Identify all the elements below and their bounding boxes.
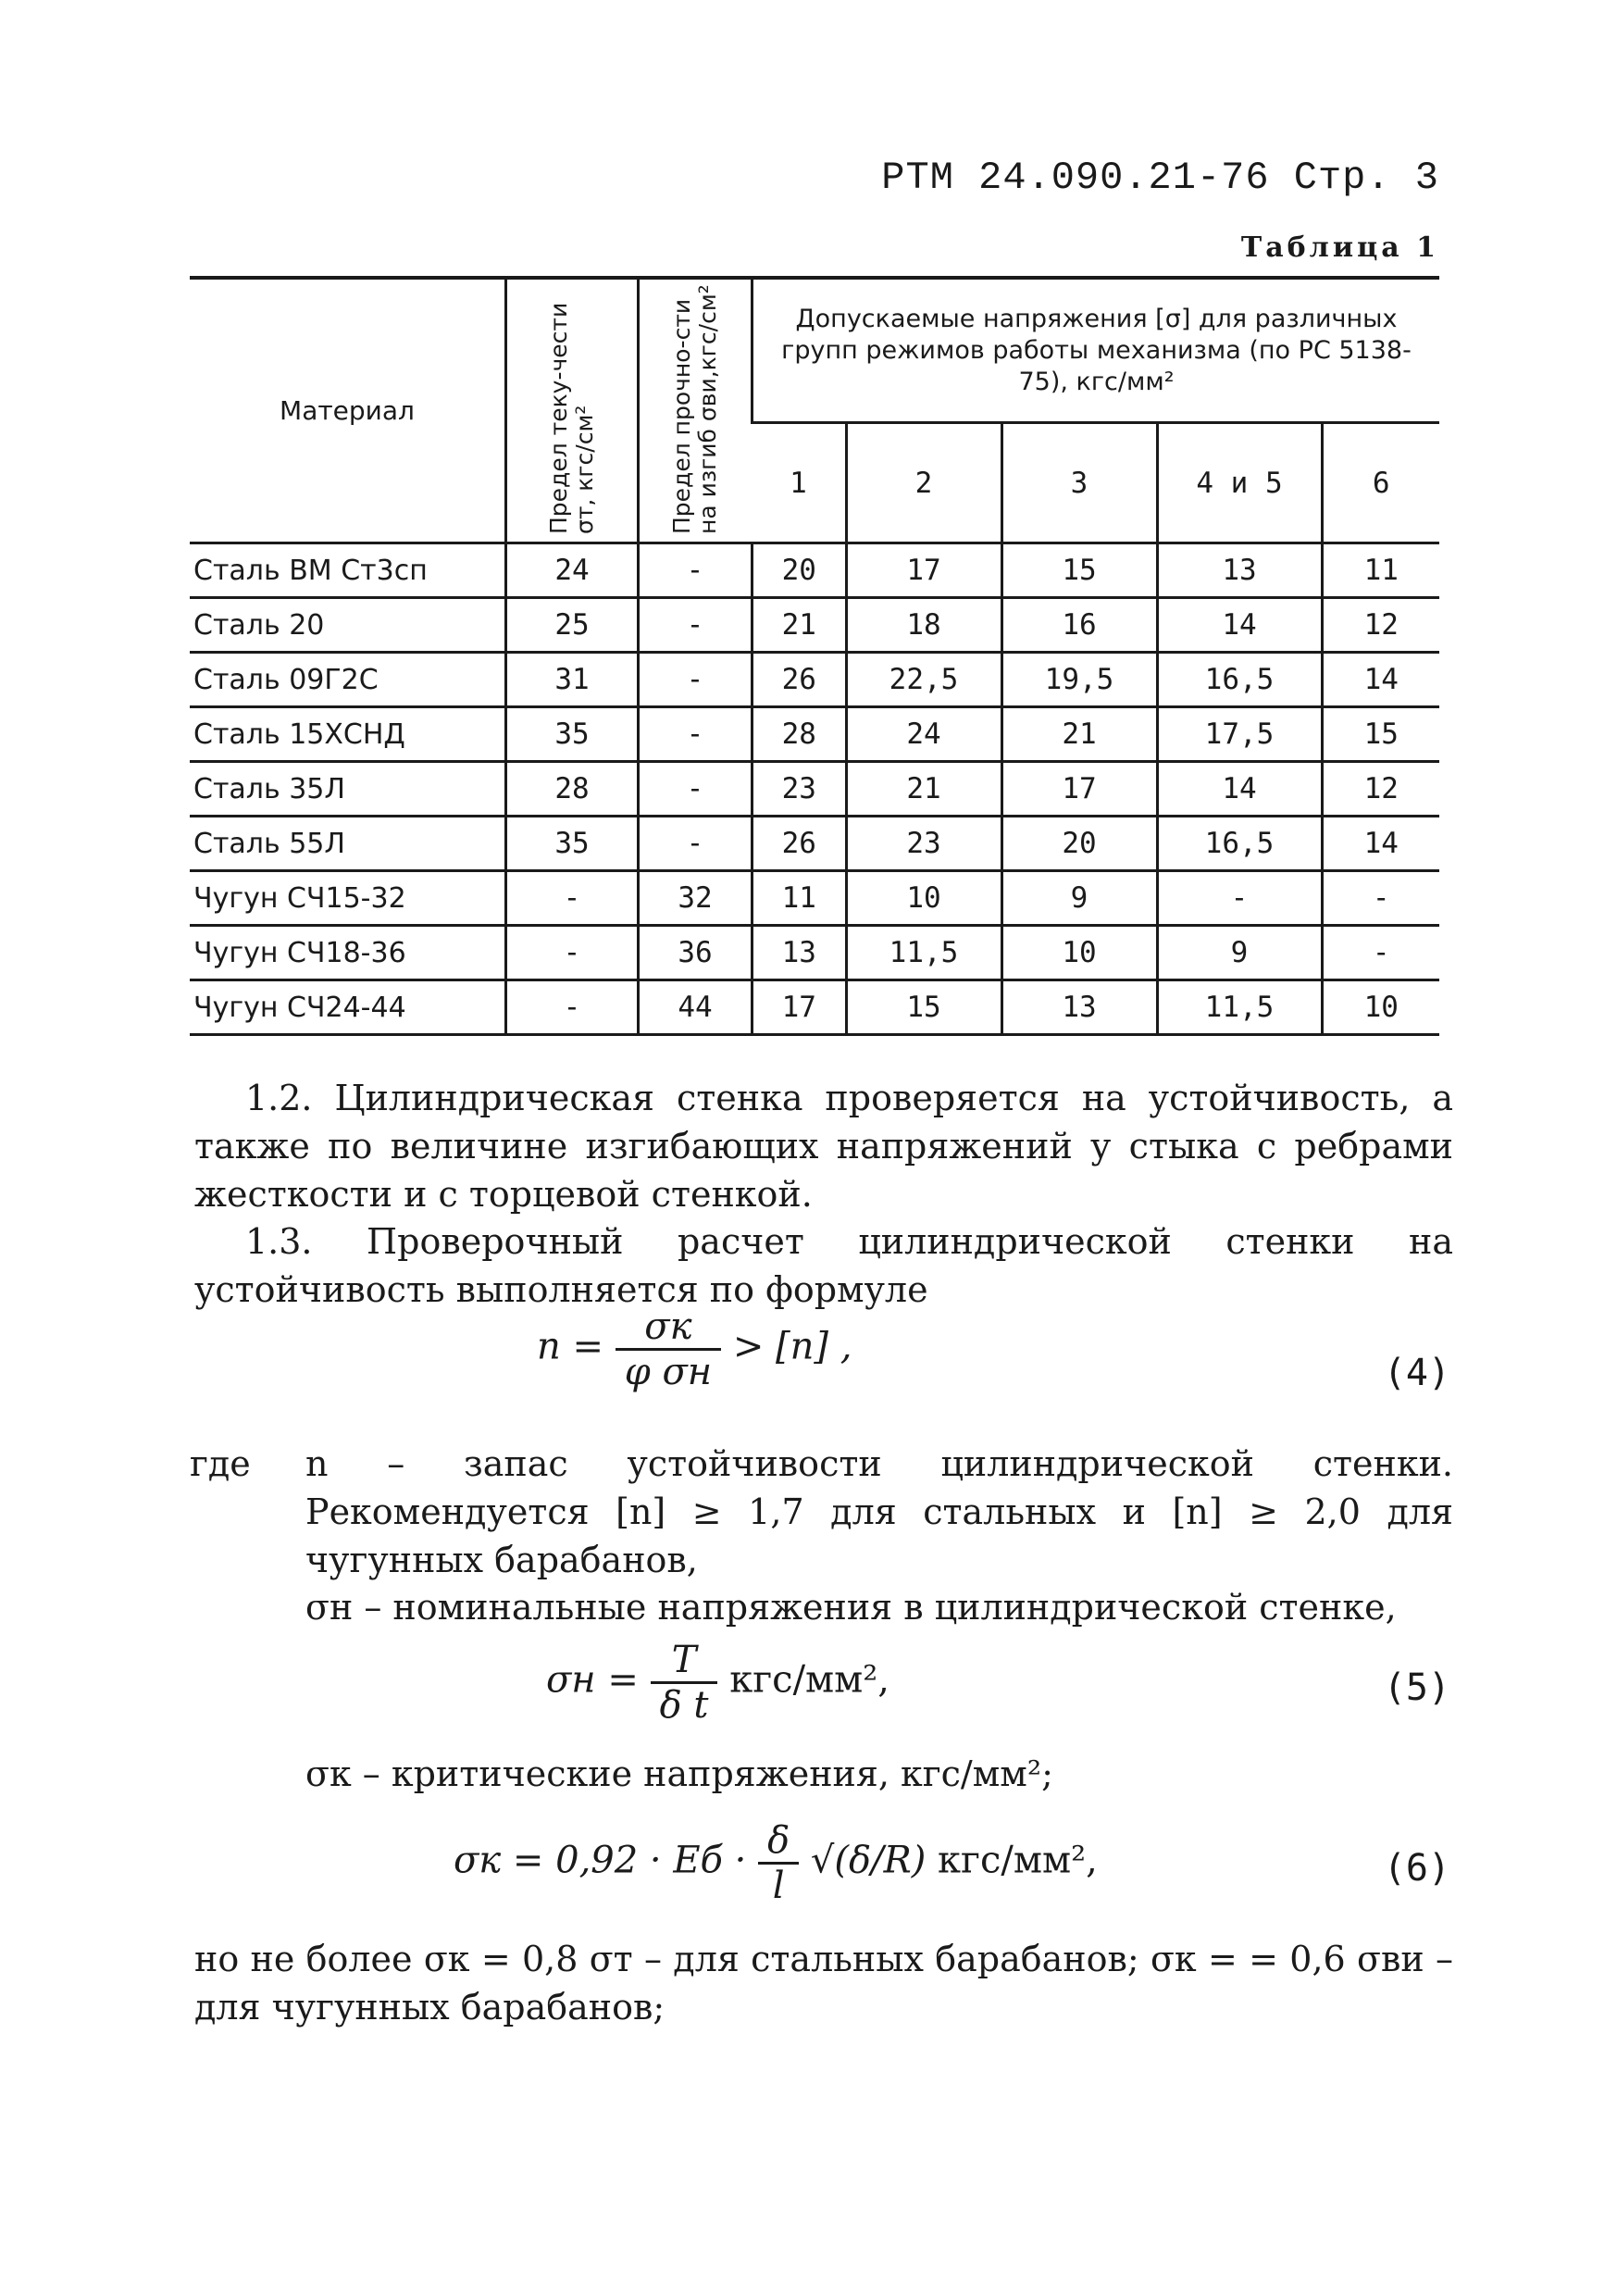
strength-cell: 36 [639, 926, 753, 980]
formula-5 [546, 1639, 889, 1727]
table-row [190, 762, 1439, 817]
group-4-5: 4 и 5 [1157, 423, 1322, 543]
formula-4-fraction [616, 1305, 721, 1393]
allowed-stress-cell: 11,5 [846, 926, 1001, 980]
formula-4-num: σк [616, 1305, 721, 1351]
formula-6-num: δ [758, 1819, 799, 1865]
allowed-stress-cell: 15 [846, 980, 1001, 1035]
formula-6-den: l [772, 1865, 785, 1907]
col-strength-header [639, 278, 753, 543]
table-row [190, 598, 1439, 653]
yield-cell: 31 [506, 653, 639, 707]
formula-6-rhs: кгс/мм², [938, 1839, 1098, 1882]
table-row [190, 543, 1439, 598]
allowed-stress-cell: 21 [753, 598, 847, 653]
yield-cell: 25 [506, 598, 639, 653]
allowed-stress-cell: 10 [1322, 980, 1439, 1035]
allowed-stress-cell: 23 [846, 817, 1001, 871]
table-row [190, 653, 1439, 707]
sigma-k-definition: σк – критические напряжения, кгс/мм²; [305, 1753, 1053, 1794]
material-cell: Сталь 55Л [193, 827, 345, 860]
document-header: РТМ 24.090.21-76 Стр. 3 [881, 156, 1439, 200]
allowed-stress-cell: 19,5 [1001, 653, 1157, 707]
allowed-stress-cell: 21 [1001, 707, 1157, 762]
allowed-stress-cell: 12 [1322, 762, 1439, 817]
allowed-stress-cell: 10 [846, 871, 1001, 926]
allowed-stress-cell: 11 [753, 871, 847, 926]
group-6: 6 [1322, 423, 1439, 543]
allowed-stress-cell: 17 [1001, 762, 1157, 817]
sigma-n-definition: σн – номинальные напряжения в цилиндрической стенке, [305, 1587, 1397, 1628]
allowed-stress-cell: 20 [1001, 817, 1157, 871]
formula-5-num: T [651, 1639, 718, 1684]
col-strength-label: Предел прочно-сти на изгиб σви,кгс/см² [668, 284, 721, 534]
allowed-stress-cell: - [1322, 871, 1439, 926]
table-row [190, 871, 1439, 926]
formula-4-lhs: n = [537, 1325, 603, 1368]
table-row [190, 926, 1439, 980]
allowed-stress-cell: 16,5 [1157, 817, 1322, 871]
table-header-row [190, 278, 1439, 423]
formula-5-lhs: σн = [546, 1658, 639, 1702]
allowed-stress-cell: 16,5 [1157, 653, 1322, 707]
material-cell: Сталь 15ХСНД [193, 718, 405, 751]
allowed-stress-cell: 28 [753, 707, 847, 762]
allowed-stress-cell: - [1322, 926, 1439, 980]
allowed-stress-cell: - [1157, 871, 1322, 926]
formula-6-lhs: σк = 0,92 · Eб · [454, 1839, 747, 1882]
yield-cell: - [506, 926, 639, 980]
allowed-stress-cell: 20 [753, 543, 847, 598]
allowed-stress-cell: 14 [1322, 653, 1439, 707]
material-cell: Сталь 20 [193, 608, 325, 642]
allowed-stress-cell: 26 [753, 817, 847, 871]
formula-4-rhs: > [n] , [732, 1325, 852, 1368]
formula-5-den: δ t [659, 1684, 709, 1727]
strength-cell: - [639, 543, 753, 598]
strength-cell: - [639, 653, 753, 707]
allowed-stress-cell: 14 [1157, 762, 1322, 817]
yield-cell: 28 [506, 762, 639, 817]
allowed-stress-cell: 13 [753, 926, 847, 980]
formula-4-den: φ σн [624, 1351, 713, 1393]
material-cell: Чугун СЧ15-32 [193, 881, 406, 915]
yield-cell: - [506, 871, 639, 926]
allowed-stress-cell: 17,5 [1157, 707, 1322, 762]
allowed-stress-cell: 13 [1001, 980, 1157, 1035]
allowed-stress-cell: 23 [753, 762, 847, 817]
group-1: 1 [790, 466, 807, 500]
equation-number-6: (6) [1383, 1847, 1450, 1890]
limit-paragraph: но не более σк = 0,8 σт – для стальных барабанов; σк = = 0,6 σви – для чугунных барабанов; [194, 1939, 1453, 2028]
allowed-stress-cell: 15 [1001, 543, 1157, 598]
table-title: Таблица 1 [1240, 231, 1439, 264]
equation-number-4: (4) [1383, 1352, 1450, 1394]
col-yield-label: Предел теку-чести σт, кгс/см² [545, 302, 598, 534]
table-row [190, 980, 1439, 1035]
allowed-stress-cell: 14 [1157, 598, 1322, 653]
allowed-stress-cell: 16 [1001, 598, 1157, 653]
allowable-stress-table [190, 276, 1439, 1036]
table-row [190, 817, 1439, 871]
group-3: 3 [1001, 423, 1157, 543]
allowed-stress-cell: 24 [846, 707, 1001, 762]
allowed-stress-cell: 9 [1157, 926, 1322, 980]
yield-cell: 35 [506, 707, 639, 762]
strength-cell: - [639, 707, 753, 762]
col-allowed-header: Допускаемые напряжения [σ] для различных групп режимов работы механизма (по РС 5138-75), кгс/мм² [753, 278, 1440, 423]
material-cell: Сталь 09Г2С [193, 663, 379, 696]
yield-cell: 24 [506, 543, 639, 598]
formula-6-fraction [758, 1819, 799, 1907]
strength-cell: - [639, 762, 753, 817]
allowed-stress-cell: 21 [846, 762, 1001, 817]
allowed-stress-cell: 14 [1322, 817, 1439, 871]
material-cell: Чугун СЧ24-44 [193, 991, 406, 1024]
allowed-stress-cell: 17 [846, 543, 1001, 598]
allowed-stress-cell: 12 [1322, 598, 1439, 653]
strength-cell: - [639, 817, 753, 871]
allowed-stress-cell: 11,5 [1157, 980, 1322, 1035]
allowed-stress-cell: 11 [1322, 543, 1439, 598]
table-row [190, 707, 1439, 762]
table-body [190, 543, 1439, 1035]
formula-5-rhs: кгс/мм², [729, 1658, 890, 1702]
formula-6-root: √(δ/R) [810, 1839, 927, 1882]
allowed-stress-cell: 17 [753, 980, 847, 1035]
material-cell: Сталь ВМ Ст3сп [193, 554, 428, 587]
yield-cell: 35 [506, 817, 639, 871]
col-material-header: Материал [280, 395, 415, 426]
n-definition: n – запас устойчивости цилиндрической стенки. Рекомендуется [n] ≥ 1,7 для стальных и [n] ≥ 2,0 для чугунных барабанов, [305, 1443, 1453, 1580]
paragraph-1-3: 1.3. Проверочный расчет цилиндрической стенки на устойчивость выполняется по формуле [194, 1221, 1453, 1310]
allowed-stress-cell: 10 [1001, 926, 1157, 980]
allowed-stress-cell: 15 [1322, 707, 1439, 762]
allowed-stress-cell: 26 [753, 653, 847, 707]
material-cell: Сталь 35Л [193, 772, 345, 805]
strength-cell: - [639, 598, 753, 653]
strength-cell: 32 [639, 871, 753, 926]
allowed-stress-cell: 18 [846, 598, 1001, 653]
paragraph-1-2: 1.2. Цилиндрическая стенка проверяется на устойчивость, а также по величине изгибающих напряжений у стыка с ребрами жесткости и с торцевой стенкой. [194, 1078, 1453, 1215]
strength-cell: 44 [639, 980, 753, 1035]
formula-4 [537, 1305, 852, 1393]
allowed-stress-cell: 13 [1157, 543, 1322, 598]
allowed-stress-cell: 22,5 [846, 653, 1001, 707]
formula-5-fraction [651, 1639, 718, 1727]
where-label: где [190, 1443, 251, 1484]
allowed-stress-cell: 9 [1001, 871, 1157, 926]
equation-number-5: (5) [1383, 1666, 1450, 1709]
material-cell: Чугун СЧ18-36 [193, 936, 406, 969]
group-2: 2 [846, 423, 1001, 543]
yield-cell: - [506, 980, 639, 1035]
col-yield-header [506, 278, 639, 543]
formula-6 [454, 1819, 1098, 1907]
